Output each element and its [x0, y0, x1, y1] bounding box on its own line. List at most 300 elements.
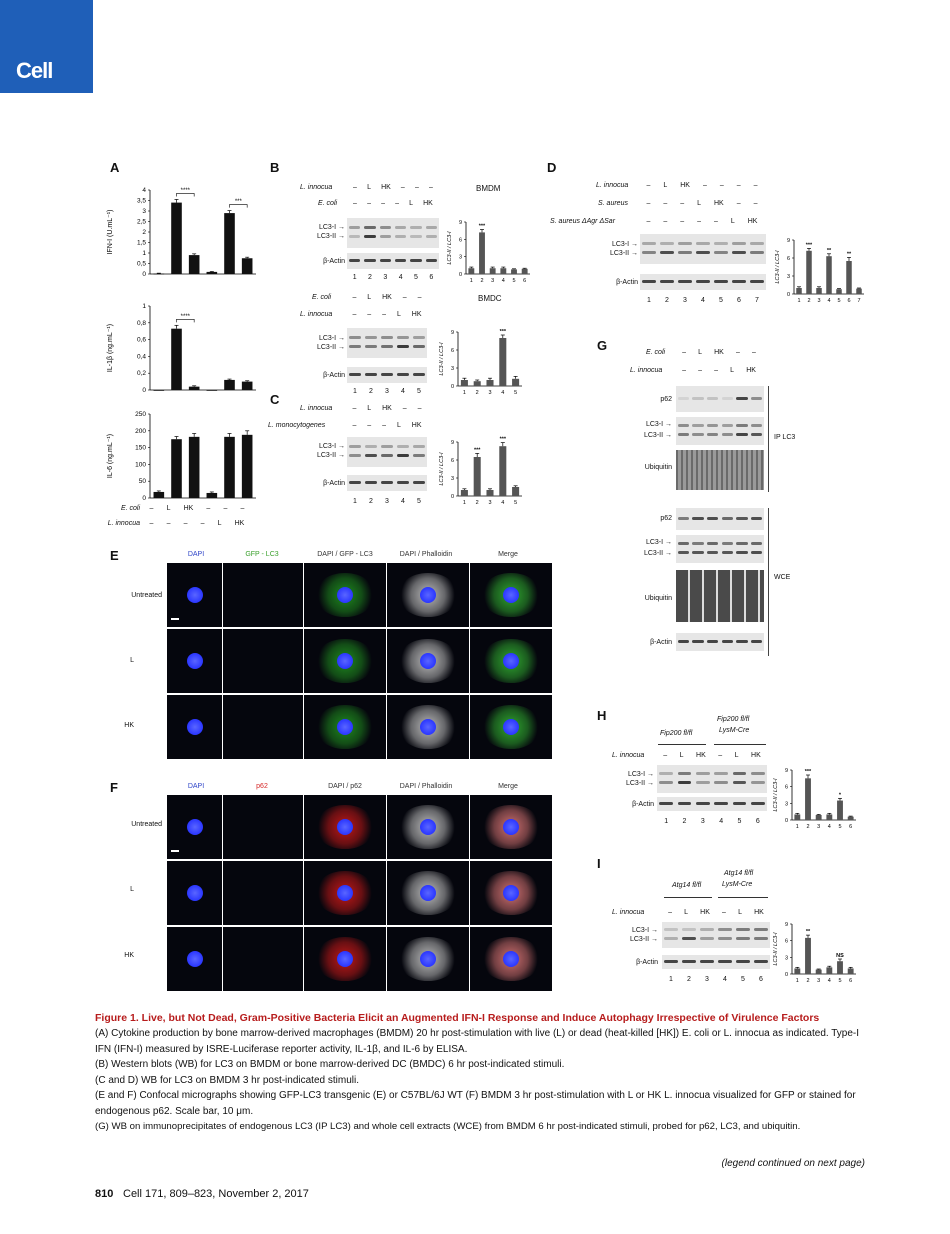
lane-number: 1	[353, 388, 357, 395]
y-tick-label: 0	[786, 292, 790, 298]
blot-band	[664, 937, 678, 940]
x-tick-label: 2	[475, 390, 479, 396]
x-tick-label: 4	[827, 298, 831, 304]
y-tick-label: 50	[138, 478, 146, 486]
blot-band	[381, 481, 393, 484]
blot-band	[750, 242, 764, 245]
micrograph-panel	[470, 695, 552, 759]
y-tick-label: 3	[458, 254, 462, 261]
nucleus	[187, 885, 203, 901]
panel-letter-e: E	[110, 548, 119, 563]
b-bmdc-ecoli-label: E. coli	[312, 294, 332, 301]
micrograph-panel	[387, 629, 469, 693]
bar	[837, 801, 843, 820]
blot-band	[349, 454, 361, 457]
chart-il6	[100, 404, 260, 504]
bar	[846, 261, 852, 294]
y-tick-label: 3	[784, 801, 788, 808]
b-bmdm-linnocua-label: L. innocua	[300, 184, 333, 191]
blot-actin	[347, 253, 439, 269]
blot-band	[678, 424, 689, 427]
y-tick-label: 9	[450, 440, 454, 446]
treat-cell: HK	[411, 311, 422, 318]
bar	[224, 437, 235, 498]
nucleus	[337, 885, 353, 901]
blot-lc3	[640, 234, 766, 264]
blot-lc3-ip	[676, 417, 764, 445]
nucleus	[503, 951, 519, 967]
blot-band	[692, 551, 703, 554]
blot-band	[707, 424, 718, 427]
bar	[207, 493, 218, 498]
blot-band	[664, 928, 678, 931]
d-lanes	[640, 297, 766, 304]
actin-label: β-Actin	[632, 801, 654, 808]
bar	[171, 329, 182, 390]
blot-band	[410, 259, 422, 262]
y-tick-label: 0,4	[136, 353, 146, 361]
treat-cell: –	[352, 311, 357, 318]
x-tick-label: 4	[501, 278, 505, 284]
x-tick-label: 6	[847, 298, 851, 304]
y-tick-label: 6	[786, 256, 790, 262]
chart-il1b	[100, 296, 260, 396]
y-tick-label: 9	[450, 330, 454, 336]
blot-lc3	[347, 328, 427, 358]
micrograph-panel	[223, 695, 303, 759]
blot-band	[365, 454, 377, 457]
treat-cell: HK	[713, 200, 724, 207]
blot-band	[696, 251, 710, 254]
blot-p62-ip	[676, 386, 764, 412]
lane-number: 5	[414, 274, 418, 281]
figure-caption	[95, 1011, 865, 1135]
lc3ii-label: LC3-II →	[316, 344, 345, 351]
treat-cell: –	[714, 367, 719, 374]
treat-cell: L	[738, 909, 742, 916]
x-tick-label: 1	[795, 978, 799, 984]
y-tick-label: 4	[142, 187, 146, 194]
treat-cell: L	[367, 294, 372, 301]
blot-band	[750, 280, 764, 283]
e-col-dapi: DAPI	[187, 551, 205, 558]
wce-label: WCE	[774, 574, 791, 581]
actin-label: β-Actin	[650, 639, 672, 646]
micrograph-panel	[167, 927, 222, 991]
x-tick-label: 2	[480, 278, 484, 284]
lc3ii-label: LC3-II →	[609, 250, 638, 257]
panel-letter-c: C	[270, 392, 280, 407]
bar	[242, 382, 253, 390]
nucleus	[420, 653, 436, 669]
nucleus	[420, 951, 436, 967]
x-tick-label: 5	[838, 978, 842, 984]
y-tick-label: 3	[142, 208, 146, 215]
blot-band	[707, 551, 718, 554]
y-axis-label: LC3-II / LC3-I	[773, 778, 779, 812]
panel-letter-d: D	[547, 160, 557, 175]
g-ecoli-label: E. coli	[646, 349, 666, 356]
treat-cell: L	[396, 422, 401, 429]
lane-number: 4	[401, 498, 405, 505]
y-tick-label: 9	[786, 238, 790, 244]
blot-band	[380, 259, 392, 262]
h-row	[657, 752, 767, 759]
bar	[512, 487, 519, 496]
panel-a-ecoli-cell: –	[223, 505, 228, 512]
nucleus	[187, 653, 203, 669]
y-tick-label: 9	[458, 220, 462, 226]
micrograph-panel	[470, 563, 552, 627]
x-tick-label: 1	[469, 278, 473, 284]
blot-band	[736, 433, 747, 436]
lane-number: 4	[401, 388, 405, 395]
actin-label: β-Actin	[636, 959, 658, 966]
blot-band	[426, 235, 438, 238]
micrograph-panel	[223, 927, 303, 991]
blot-band	[678, 551, 689, 554]
bar	[816, 970, 822, 974]
lc3i-label: LC3-I →	[611, 241, 638, 248]
y-tick-label: 0	[784, 972, 788, 978]
treat-cell: L	[730, 367, 735, 374]
significance-label: ****	[180, 187, 191, 194]
blot-band	[714, 280, 728, 283]
bar	[461, 490, 468, 496]
y-tick-label: 250	[135, 411, 146, 418]
f-col-merge: Merge	[498, 783, 518, 790]
blot-band	[733, 772, 747, 775]
g-linnocua-row	[676, 367, 762, 374]
treat-cell: –	[668, 909, 672, 916]
significance-label: ***	[805, 242, 813, 249]
lane-number: 4	[398, 274, 403, 281]
treat-cell: HK	[382, 294, 392, 301]
panel-letter-g: G	[597, 338, 608, 353]
blot-band	[696, 242, 710, 245]
b-bmdc-title: BMDC	[478, 294, 502, 303]
y-tick-label: 3	[450, 476, 454, 482]
page-number: 810	[95, 1188, 114, 1200]
bar	[500, 268, 506, 274]
treat-cell: L	[698, 349, 702, 356]
legend-continued: (legend continued on next page)	[721, 1158, 865, 1169]
chart-d	[772, 228, 868, 308]
b-bmdm-ecoli-label: E. coli	[318, 200, 338, 207]
blot-band	[397, 373, 409, 376]
blot-band	[707, 433, 718, 436]
x-tick-label: 3	[488, 390, 492, 396]
bar	[154, 274, 165, 275]
panel-letter-b: B	[270, 160, 280, 175]
y-tick-label: 200	[135, 427, 146, 435]
x-tick-label: 5	[838, 824, 842, 830]
treat-cell: –	[697, 218, 702, 225]
treat-cell: –	[646, 200, 651, 207]
blot-band	[692, 433, 703, 436]
blot-band	[751, 424, 762, 427]
treat-cell: –	[713, 218, 718, 225]
treat-cell: HK	[754, 909, 764, 916]
blot-band	[751, 542, 762, 545]
bar	[816, 288, 822, 294]
e-row-hk: HK	[124, 722, 134, 729]
treat-cell: HK	[747, 218, 758, 225]
lane-number: 4	[719, 818, 724, 825]
panel-a-linnocua-row	[143, 520, 251, 527]
blot-band	[736, 397, 747, 400]
blot-band	[682, 937, 696, 940]
b-bmdc-ecoli-row	[347, 294, 427, 301]
ubiquitin-label: Ubiquitin	[644, 464, 672, 471]
significance-label: ***	[499, 436, 507, 443]
lane-number: 5	[741, 976, 745, 983]
micrograph-panel	[223, 861, 303, 925]
y-tick-label: 150	[135, 444, 146, 452]
journal-logo-text: Cell	[16, 58, 53, 83]
treat-cell: –	[367, 311, 372, 318]
lane-number: 7	[755, 297, 759, 304]
lane-number: 5	[737, 818, 742, 825]
significance-label: ****	[180, 313, 191, 320]
treat-cell: –	[381, 200, 385, 207]
y-tick-label: 0,5	[136, 260, 146, 268]
bar	[806, 251, 812, 294]
panel-a-ecoli-cell: –	[206, 505, 211, 512]
panel-a-ecoli-row	[143, 505, 251, 512]
bar	[154, 492, 165, 498]
blot-band	[692, 517, 703, 520]
x-tick-label: 3	[491, 278, 495, 284]
blot-band	[722, 551, 733, 554]
lane-number: 4	[701, 297, 705, 304]
blot-band	[682, 960, 696, 963]
blot-band	[664, 960, 678, 963]
citation: Cell 171, 809–823, November 2, 2017	[123, 1188, 309, 1200]
x-tick-label: 6	[849, 824, 853, 830]
bar	[522, 269, 528, 274]
blot-band	[751, 397, 762, 400]
lane-number: 3	[383, 274, 388, 281]
caption-paragraph: (E and F) Confocal micrographs showing GFP-LC3 transgenic (E) or C57BL/6J WT (F) BMDM 3 hr post-stimulation with L or HK L. innocua visualized for GFP or stained for endogenous p62. Scale bar, 10 μm.	[95, 1090, 856, 1117]
blot-band	[413, 345, 425, 348]
bar	[154, 390, 165, 391]
e-col-gfp: GFP - LC3	[245, 551, 279, 558]
nucleus	[503, 653, 519, 669]
bar	[207, 390, 218, 391]
c-linnocua-label: L. innocua	[300, 405, 333, 412]
lane-number: 5	[417, 388, 421, 395]
significance-label: *	[838, 792, 842, 799]
blot-lc3	[662, 922, 770, 948]
treat-cell: –	[402, 405, 407, 412]
panel-letter-a: A	[110, 160, 120, 175]
blot-band	[678, 397, 689, 400]
x-tick-label: 3	[817, 298, 821, 304]
treat-cell: HK	[746, 367, 756, 374]
panel-letter-h: H	[597, 708, 607, 723]
blot-band	[410, 226, 422, 229]
treat-cell: HK	[382, 405, 392, 412]
nucleus	[503, 819, 519, 835]
blot-band	[381, 445, 393, 448]
treat-cell: –	[722, 909, 726, 916]
treat-cell: –	[680, 218, 685, 225]
lane-number: 3	[705, 976, 709, 983]
lane-number: 5	[719, 297, 723, 304]
blot-band	[642, 242, 656, 245]
y-tick-label: 0	[458, 272, 462, 278]
blot-band	[381, 373, 393, 376]
actin-label: β-Actin	[323, 480, 345, 487]
bar	[836, 289, 842, 294]
x-tick-label: 5	[514, 390, 518, 396]
treat-cell: –	[719, 182, 724, 189]
e-col-phalloidin: DAPI / Phalloidin	[399, 551, 453, 558]
blot-band	[413, 481, 425, 484]
blot-band	[750, 251, 764, 254]
blot-band	[696, 781, 710, 784]
blot-band	[722, 542, 733, 545]
blot-band	[736, 960, 750, 963]
blot-band	[736, 551, 747, 554]
significance-label: ***	[478, 223, 486, 230]
blot-band	[692, 542, 703, 545]
bar	[826, 256, 832, 294]
blot-band	[736, 640, 747, 643]
y-tick-label: 0	[142, 495, 146, 502]
y-tick-label: 6	[784, 784, 788, 791]
micrograph-panel	[470, 861, 552, 925]
blot-band	[732, 280, 746, 283]
blot-band	[413, 373, 425, 376]
bar	[796, 288, 802, 294]
x-tick-label: 3	[817, 824, 821, 830]
blot-band	[700, 928, 714, 931]
blot-band	[700, 937, 714, 940]
blot-band	[397, 481, 409, 484]
blot-band	[642, 251, 656, 254]
i-geno2a: Atg14 fl/fl	[724, 870, 754, 877]
blot-band	[395, 226, 407, 229]
treat-cell: –	[353, 200, 357, 207]
treat-cell: L	[684, 909, 689, 916]
blot-lc3-wce	[676, 535, 764, 563]
treat-cell: –	[753, 182, 758, 189]
blot-band	[349, 336, 361, 339]
lc3i-label: LC3-I →	[631, 927, 658, 934]
blot-band	[365, 345, 377, 348]
panel-letter-i: I	[597, 856, 601, 871]
blot-band	[732, 251, 746, 254]
treat-cell: –	[367, 422, 372, 429]
micrograph-panel	[304, 927, 386, 991]
e-row-untreated: Untreated	[131, 592, 162, 599]
actin-label: β-Actin	[323, 258, 345, 265]
x-tick-label: 4	[827, 824, 831, 830]
blot-ubiquitin-ip	[676, 450, 764, 490]
actin-label: β-Actin	[616, 279, 638, 286]
nucleus	[187, 587, 203, 603]
blot-band	[660, 280, 674, 283]
treat-cell: –	[417, 294, 422, 301]
treat-cell: HK	[751, 752, 761, 759]
x-tick-label: 3	[488, 500, 492, 506]
treat-cell: HK	[680, 182, 690, 189]
significance-label: **	[826, 247, 832, 254]
nucleus	[187, 951, 203, 967]
y-tick-label: 0	[142, 271, 146, 278]
x-tick-label: 5	[837, 298, 841, 304]
x-tick-label: 4	[501, 500, 505, 506]
treat-cell: –	[395, 200, 399, 207]
blot-band	[722, 640, 733, 643]
treat-cell: L	[663, 182, 668, 189]
c-lmono-label: L. monocytogenes	[268, 422, 326, 429]
f-col-dapi: DAPI	[187, 783, 205, 790]
blot-band	[732, 242, 746, 245]
blot-lc3	[347, 218, 439, 248]
lc3i-label: LC3-I →	[645, 421, 672, 428]
lane-number: 2	[369, 388, 373, 395]
y-tick-label: 3	[784, 955, 788, 962]
blot-band	[678, 280, 692, 283]
blot-band	[714, 802, 728, 805]
d-mutant-label: S. aureus ΔAgr ΔSar	[550, 218, 616, 225]
nucleus	[503, 587, 519, 603]
blot-band	[349, 259, 361, 262]
f-col-phalloidin: DAPI / Phalloidin	[399, 783, 453, 790]
micrograph-panel	[387, 927, 469, 991]
g-ecoli-row	[676, 349, 762, 356]
blot-band	[660, 242, 674, 245]
i-lanes	[662, 976, 770, 983]
blot-band	[397, 454, 409, 457]
ip-lc3-label: IP LC3	[774, 434, 796, 441]
blot-band	[736, 517, 747, 520]
significance-label: ***	[499, 329, 507, 335]
blot-band	[678, 781, 692, 784]
y-tick-label: 2,5	[136, 218, 146, 226]
treat-cell: –	[352, 294, 357, 301]
y-tick-label: 0,6	[136, 336, 146, 344]
blot-actin	[662, 955, 770, 969]
treat-cell: L	[679, 752, 684, 759]
scale-bar	[171, 850, 179, 852]
y-tick-label: 0	[784, 818, 788, 824]
bar	[486, 490, 493, 496]
b-bmdc-lanes	[347, 388, 427, 395]
micrograph-panel	[387, 861, 469, 925]
blot-band	[678, 251, 692, 254]
treat-cell: –	[663, 752, 668, 759]
bar	[224, 213, 235, 274]
panel-a-ecoli-cell: –	[240, 505, 245, 512]
lc3ii-label: LC3-II →	[643, 432, 672, 439]
f-row-hk: HK	[124, 952, 134, 959]
blot-band	[397, 336, 409, 339]
micrograph-panel	[167, 861, 222, 925]
b-bmdc-linnocua-label: L. innocua	[300, 311, 333, 318]
blot-band	[751, 781, 765, 784]
significance-label: **	[805, 929, 811, 936]
bar	[189, 387, 200, 390]
x-tick-label: 1	[797, 298, 801, 304]
x-tick-label: 1	[462, 390, 466, 396]
micrograph-panel	[387, 795, 469, 859]
treat-cell: –	[400, 184, 405, 191]
treat-cell: –	[682, 367, 686, 374]
